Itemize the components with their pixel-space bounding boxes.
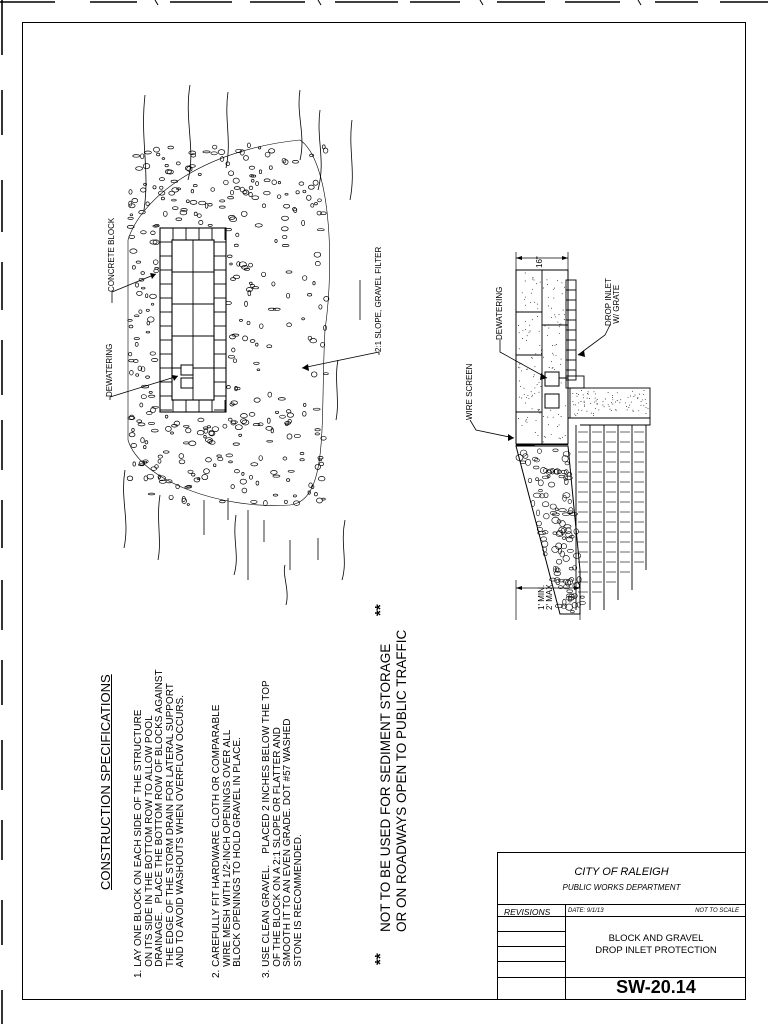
stipple-dot xyxy=(648,408,649,409)
stipple-dot xyxy=(552,368,553,369)
title-block-scale: NOT TO SCALE xyxy=(695,908,739,914)
stipple-dot xyxy=(530,302,531,303)
stipple-dot xyxy=(525,329,526,330)
stipple-dot xyxy=(537,304,538,305)
stipple-dot xyxy=(553,289,554,290)
stipple-dot xyxy=(594,391,595,392)
label-wire-screen: WIRE SCREEN xyxy=(465,363,474,420)
stipple-dot xyxy=(646,403,647,404)
stipple-dot xyxy=(543,416,544,417)
stipple-dot xyxy=(546,279,547,280)
warning-marker-top: ** xyxy=(372,604,389,616)
stipple-dot xyxy=(552,345,553,346)
stipple-dot xyxy=(519,397,520,398)
stipple-dot xyxy=(574,414,575,415)
stipple-dot xyxy=(548,306,549,307)
stipple-dot xyxy=(559,438,560,439)
stipple-dot xyxy=(638,410,639,411)
stipple-dot xyxy=(521,370,522,371)
stipple-dot xyxy=(586,411,587,412)
stipple-dot xyxy=(535,432,536,433)
stipple-dot xyxy=(559,326,560,327)
stipple-dot xyxy=(617,400,618,401)
title-block-drawing-name: BLOCK AND GRAVEL DROP INLET PROTECTION xyxy=(595,933,717,956)
stipple-dot xyxy=(524,299,525,300)
stipple-dot xyxy=(532,358,533,359)
stipple-dot xyxy=(552,367,553,368)
stipple-dot xyxy=(548,328,549,329)
stipple-dot xyxy=(583,397,584,398)
stipple-dot xyxy=(535,353,536,354)
stipple-dot xyxy=(557,426,558,427)
specification-item-3: 3. USE CLEAN GRAVEL. PLACED 2 INCHES BELOW THE TOP OF THE BLOCK ON A 2:1 SLOPE OR FLATTER AND SMOOTH IT TO AN EVEN GRADE. DOT #57 WASHED STONE IS RECOMMENDED. xyxy=(261,680,304,978)
stipple-dot xyxy=(538,409,539,410)
stipple-dot xyxy=(556,355,557,356)
stipple-dot xyxy=(559,314,560,315)
stipple-dot xyxy=(545,437,546,438)
stipple-dot xyxy=(558,414,559,415)
stipple-dot xyxy=(537,435,538,436)
warning-marker-bottom: ** xyxy=(372,953,389,965)
stipple-dot xyxy=(531,396,532,397)
stipple-dot xyxy=(564,314,565,315)
stipple-dot xyxy=(573,404,574,405)
stipple-dot xyxy=(595,398,596,399)
stipple-dot xyxy=(588,391,589,392)
stipple-dot xyxy=(578,394,579,395)
stipple-dot xyxy=(608,404,609,405)
specifications-title: CONSTRUCTION SPECIFICATIONS xyxy=(98,674,113,890)
stipple-dot xyxy=(526,369,527,370)
stipple-dot xyxy=(597,404,598,405)
stipple-dot xyxy=(547,284,548,285)
stipple-dot xyxy=(536,283,537,284)
stipple-dot xyxy=(527,422,528,423)
stipple-dot xyxy=(519,367,520,368)
stipple-dot xyxy=(619,402,620,403)
stipple-dot xyxy=(554,314,555,315)
stipple-dot xyxy=(526,340,527,341)
stipple-dot xyxy=(584,406,585,407)
stipple-dot xyxy=(603,401,604,402)
stipple-dot xyxy=(554,369,555,370)
label-gravel-filter: 2:1 SLOPE, GRAVEL FILTER xyxy=(374,246,383,352)
stipple-dot xyxy=(564,287,565,288)
stipple-dot xyxy=(615,409,616,410)
stipple-dot xyxy=(526,397,527,398)
stipple-dot xyxy=(529,332,530,333)
stipple-dot xyxy=(633,411,634,412)
stipple-dot xyxy=(562,437,563,438)
stipple-dot xyxy=(595,393,596,394)
stipple-dot xyxy=(557,280,558,281)
stipple-dot xyxy=(646,413,647,414)
stipple-dot xyxy=(531,391,532,392)
stipple-dot xyxy=(578,402,579,403)
stipple-dot xyxy=(641,405,642,406)
stipple-dot xyxy=(526,419,527,420)
title-block-revisions-label: REVISIONS xyxy=(504,907,551,917)
stipple-dot xyxy=(589,398,590,399)
stipple-dot xyxy=(642,399,643,400)
stipple-dot xyxy=(529,325,530,326)
title-block-date: DATE: 9/1/13 xyxy=(568,908,604,914)
stipple-dot xyxy=(549,367,550,368)
stipple-dot xyxy=(609,406,610,407)
stipple-dot xyxy=(561,416,562,417)
stipple-dot xyxy=(527,395,528,396)
stipple-dot xyxy=(518,367,519,368)
stipple-dot xyxy=(596,401,597,402)
stipple-dot xyxy=(560,323,561,324)
warning-text: NOT TO BE USED FOR SEDIMENT STORAGE OR ON ROADWAYS OPEN TO PUBLIC TRAFFIC xyxy=(378,629,409,932)
stipple-dot xyxy=(577,413,578,414)
stipple-dot xyxy=(637,397,638,398)
label-section-dewatering: DEWATERING xyxy=(495,286,504,340)
stipple-dot xyxy=(628,407,629,408)
stipple-dot xyxy=(593,413,594,414)
stipple-dot xyxy=(587,398,588,399)
stipple-dot xyxy=(605,399,606,400)
stipple-dot xyxy=(584,401,585,402)
stipple-dot xyxy=(540,282,541,283)
stipple-dot xyxy=(556,344,557,345)
stipple-dot xyxy=(539,409,540,410)
stipple-dot xyxy=(543,441,544,442)
stipple-dot xyxy=(629,405,630,406)
stipple-dot xyxy=(633,396,634,397)
stipple-dot xyxy=(552,353,553,354)
specification-item-2: 2. CAREFULLY FIT HARDWARE CLOTH OR COMPARABLE WIRE MESH WITH 1/2-INCH OPENINGS OVER ALL BLOCK OPENINGS TO HOLD GRAVEL IN PLACE. xyxy=(211,704,243,978)
stipple-dot xyxy=(598,409,599,410)
stipple-dot xyxy=(525,421,526,422)
stipple-dot xyxy=(632,410,633,411)
stipple-dot xyxy=(616,410,617,411)
stipple-dot xyxy=(533,376,534,377)
stipple-dot xyxy=(534,302,535,303)
stipple-dot xyxy=(524,394,525,395)
stipple-dot xyxy=(595,408,596,409)
stipple-dot xyxy=(539,345,540,346)
stipple-dot xyxy=(628,397,629,398)
stipple-dot xyxy=(527,417,528,418)
stipple-dot xyxy=(561,282,562,283)
stipple-dot xyxy=(519,332,520,333)
stipple-dot xyxy=(635,395,636,396)
stipple-dot xyxy=(531,293,532,294)
title-block-city: CITY OF RALEIGH xyxy=(574,866,669,878)
stipple-dot xyxy=(560,438,561,439)
stipple-dot xyxy=(584,402,585,403)
label-drop-inlet: DROP INLET W/ GRATE xyxy=(604,278,621,326)
stipple-dot xyxy=(553,417,554,418)
stipple-dot xyxy=(630,396,631,397)
stipple-dot xyxy=(643,405,644,406)
stipple-dot xyxy=(594,402,595,403)
stipple-dot xyxy=(543,357,544,358)
stipple-dot xyxy=(547,335,548,336)
stipple-dot xyxy=(519,381,520,382)
stipple-dot xyxy=(632,391,633,392)
stipple-dot xyxy=(531,357,532,358)
stipple-dot xyxy=(534,280,535,281)
stipple-dot xyxy=(572,393,573,394)
soil-hatch xyxy=(578,432,644,592)
stipple-dot xyxy=(551,361,552,362)
stipple-dot xyxy=(591,413,592,414)
stipple-dot xyxy=(610,409,611,410)
stipple-dot xyxy=(560,364,561,365)
stipple-dot xyxy=(532,319,533,320)
stipple-dot xyxy=(539,331,540,332)
stipple-dot xyxy=(555,345,556,346)
stipple-dot xyxy=(612,404,613,405)
stipple-dot xyxy=(617,392,618,393)
stipple-dot xyxy=(612,397,613,398)
section-stone xyxy=(581,596,585,598)
stipple-dot xyxy=(522,338,523,339)
stipple-dot xyxy=(559,333,560,334)
title-block-department: PUBLIC WORKS DEPARTMENT xyxy=(562,883,681,892)
stipple-dot xyxy=(544,436,545,437)
title-block-drawing-number: SW-20.14 xyxy=(616,977,696,997)
stipple-dot xyxy=(525,281,526,282)
stipple-dot xyxy=(612,399,613,400)
stipple-dot xyxy=(537,308,538,309)
stipple-dot xyxy=(575,404,576,405)
stipple-dot xyxy=(565,435,566,436)
stipple-dot xyxy=(554,288,555,289)
stipple-dot xyxy=(522,292,523,293)
stipple-dot xyxy=(520,386,521,387)
stipple-dot xyxy=(551,434,552,435)
stipple-dot xyxy=(525,305,526,306)
stipple-dot xyxy=(550,410,551,411)
stipple-dot xyxy=(641,401,642,402)
label-concrete-block: CONCRETE BLOCK xyxy=(107,217,116,292)
stipple-dot xyxy=(631,402,632,403)
stipple-dot xyxy=(522,330,523,331)
stipple-dot xyxy=(539,413,540,414)
stipple-dot xyxy=(611,402,612,403)
stipple-dot xyxy=(530,331,531,332)
stipple-dot xyxy=(608,392,609,393)
stipple-dot xyxy=(537,316,538,317)
stipple-dot xyxy=(547,417,548,418)
stipple-dot xyxy=(539,392,540,393)
stipple-dot xyxy=(564,319,565,320)
stipple-dot xyxy=(561,382,562,383)
stipple-dot xyxy=(532,279,533,280)
stipple-dot xyxy=(525,273,526,274)
stipple-dot xyxy=(536,420,537,421)
stipple-dot xyxy=(563,310,564,311)
stipple-dot xyxy=(597,399,598,400)
stipple-dot xyxy=(534,366,535,367)
stipple-dot xyxy=(534,393,535,394)
stipple-dot xyxy=(551,317,552,318)
stipple-dot xyxy=(553,298,554,299)
stipple-dot xyxy=(581,401,582,402)
stipple-dot xyxy=(611,410,612,411)
stipple-dot xyxy=(537,384,538,385)
stipple-dot xyxy=(575,415,576,416)
label-plan-dewatering: DEWATERING xyxy=(105,343,114,397)
stipple-dot xyxy=(518,325,519,326)
stipple-dot xyxy=(545,325,546,326)
stipple-dot xyxy=(533,277,534,278)
stipple-dot xyxy=(581,410,582,411)
stipple-dot xyxy=(532,289,533,290)
stipple-dot xyxy=(612,395,613,396)
stipple-dot xyxy=(539,382,540,383)
stipple-dot xyxy=(620,399,621,400)
stipple-dot xyxy=(559,424,560,425)
specification-item-1: 1. LAY ONE BLOCK ON EACH SIDE OF THE STRUCTURE ON ITS SIDE IN THE BOTTOM ROW TO ALLOW POOL DRAINAGE. PLACE THE BOTTOM ROW OF BLOCKS AGAINST THE EDGE OF THE STORM DRAIN FOR LATERAL SUPPORT AND TO AVOID WASHOUTS WHEN OVERFLOW OCCURS. xyxy=(133,669,186,978)
stipple-dot xyxy=(565,405,566,406)
stipple-dot xyxy=(538,410,539,411)
stipple-dot xyxy=(602,405,603,406)
title-block xyxy=(497,852,746,1000)
stipple-dot xyxy=(584,404,585,405)
stipple-dot xyxy=(557,322,558,323)
stipple-dot xyxy=(644,390,645,391)
stipple-dot xyxy=(639,394,640,395)
stipple-dot xyxy=(525,321,526,322)
stipple-dot xyxy=(524,388,525,389)
stipple-dot xyxy=(581,390,582,391)
stipple-dot xyxy=(627,409,628,410)
stipple-dot xyxy=(583,394,584,395)
stipple-dot xyxy=(604,406,605,407)
stipple-dot xyxy=(521,398,522,399)
stipple-dot xyxy=(519,348,520,349)
dimension-height: 16" xyxy=(535,256,544,268)
stipple-dot xyxy=(555,316,556,317)
stipple-dot xyxy=(590,403,591,404)
stipple-dot xyxy=(643,394,644,395)
stipple-dot xyxy=(593,415,594,416)
stipple-dot xyxy=(534,387,535,388)
inlet-stipple xyxy=(572,390,648,416)
stipple-dot xyxy=(525,403,526,404)
stipple-dot xyxy=(561,359,562,360)
stipple-dot xyxy=(527,335,528,336)
stipple-dot xyxy=(637,398,638,399)
stipple-dot xyxy=(553,354,554,355)
stipple-dot xyxy=(532,395,533,396)
stipple-dot xyxy=(540,386,541,387)
stipple-dot xyxy=(519,364,520,365)
stipple-dot xyxy=(588,394,589,395)
stipple-dot xyxy=(532,408,533,409)
stipple-dot xyxy=(522,425,523,426)
stipple-dot xyxy=(626,406,627,407)
stipple-dot xyxy=(525,297,526,298)
stipple-dot xyxy=(548,424,549,425)
stipple-dot xyxy=(548,297,549,298)
stipple-dot xyxy=(615,402,616,403)
stipple-dot xyxy=(528,398,529,399)
stipple-dot xyxy=(551,308,552,309)
stipple-dot xyxy=(646,407,647,408)
stipple-dot xyxy=(518,418,519,419)
stipple-dot xyxy=(543,288,544,289)
stipple-dot xyxy=(562,293,563,294)
stipple-dot xyxy=(645,399,646,400)
stipple-dot xyxy=(577,396,578,397)
stipple-dot xyxy=(576,393,577,394)
stipple-dot xyxy=(578,410,579,411)
stipple-dot xyxy=(534,374,535,375)
stipple-dot xyxy=(572,401,573,402)
stipple-dot xyxy=(625,402,626,403)
dimension-slope: 1' MIN. 2' MAX. xyxy=(537,582,554,610)
